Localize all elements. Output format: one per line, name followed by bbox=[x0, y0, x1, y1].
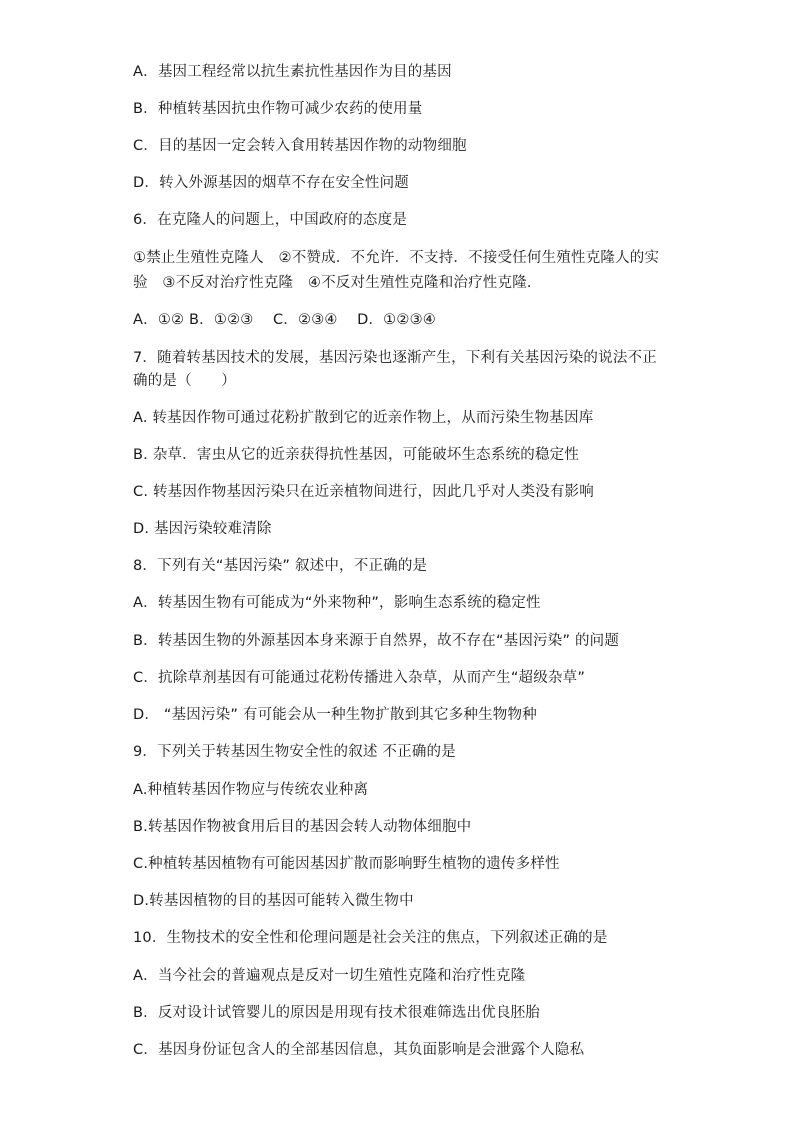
q8-option-b: B．转基因生物的外源基因本身来源于自然界，故不存在“基因污染” 的问题 bbox=[133, 633, 620, 649]
q10-option-c: C．基因身份证包含人的全部基因信息，其负面影响是会泄露个人隐私 bbox=[133, 1042, 585, 1058]
q8-option-d: D． “基因污染” 有可能会从一种生物扩散到其它多种生物物种 bbox=[133, 707, 537, 723]
q8-option-a: A．转基因生物有可能成为“外来物种”，影响生态系统的稳定性 bbox=[133, 595, 541, 611]
q9-option-a: A.种植转基因作物应与传统农业种离 bbox=[133, 782, 369, 798]
q10-stem: 10．生物技术的安全性和伦理问题是社会关注的焦点，下列叙述正确的是 bbox=[133, 930, 608, 946]
q9-option-c: C.种植转基因植物有可能因基因扩散而影响野生植物的遗传多样性 bbox=[133, 856, 560, 872]
q5-option-b: B．种植转基因抗虫作物可减少农药的使用量 bbox=[133, 101, 423, 117]
q7-option-b: B. 杂草．害虫从它的近亲获得抗性基因，可能破坏生态系统的稳定性 bbox=[133, 447, 580, 463]
q6-stem: 6．在克隆人的问题上，中国政府的态度是 bbox=[133, 212, 408, 228]
q7-option-c: C. 转基因作物基因污染只在近亲植物间进行，因此几乎对人类没有影响 bbox=[133, 484, 594, 500]
q5-option-c: C．目的基因一定会转入食用转基因作物的动物细胞 bbox=[133, 138, 467, 154]
q7-option-d: D. 基因污染较难清除 bbox=[133, 521, 272, 537]
q6-statements-line2: 验 ③不反对治疗性克隆 ④不反对生殖性克隆和治疗性克隆． bbox=[133, 275, 542, 291]
q9-stem: 9．下列关于转基因生物安全性的叙述 不正确的是 bbox=[133, 744, 456, 760]
q9-option-b: B.转基因作物被食用后目的基因会转人动物体细胞中 bbox=[133, 819, 472, 835]
q5-option-a: A．基因工程经常以抗生素抗性基因作为目的基因 bbox=[133, 64, 452, 80]
q8-stem: 8．下列有关“基因污染” 叙述中，不正确的是 bbox=[133, 558, 428, 574]
q10-option-b: B．反对设计试管婴儿的原因是用现有技术很难筛选出优良胚胎 bbox=[133, 1005, 541, 1021]
q6-options: A．①② B．①②③ C．②③④ D．①②③④ bbox=[133, 312, 436, 328]
q7-stem-line1: 7．随着转基因技术的发展，基因污染也逐渐产生，下利有关基因污染的说法不正 bbox=[133, 350, 657, 366]
q7-stem-line2: 确的是（ ） bbox=[133, 373, 236, 389]
q9-option-d: D.转基因植物的目的基因可能转入微生物中 bbox=[133, 893, 414, 909]
q8-option-c: C．抗除草剂基因有可能通过花粉传播进入杂草，从而产生“超级杂草” bbox=[133, 670, 586, 686]
q10-option-a: A．当今社会的普遍观点是反对一切生殖性克隆和治疗性克隆 bbox=[133, 968, 526, 984]
q5-option-d: D．转入外源基因的烟草不存在安全性问题 bbox=[133, 175, 409, 191]
q6-statements-line1: ①禁止生殖性克隆人 ②不赞成．不允许．不支持．不接受任何生殖性克隆人的实 bbox=[133, 250, 660, 266]
q7-option-a: A. 转基因作物可通过花粉扩散到它的近亲作物上，从而污染生物基因库 bbox=[133, 410, 594, 426]
